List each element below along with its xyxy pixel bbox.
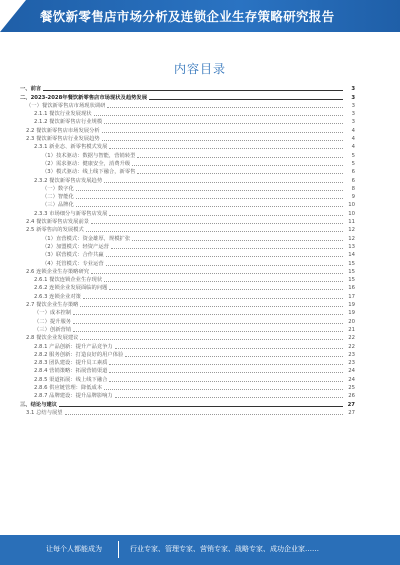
toc-entry[interactable] [18, 301, 355, 309]
toc-entry[interactable] [18, 176, 355, 184]
toc-entry[interactable] [18, 185, 355, 193]
toc-leader-dots [106, 265, 343, 266]
toc-entry[interactable] [18, 143, 355, 151]
toc-entry[interactable] [18, 384, 355, 392]
toc-entry-page: 15 [348, 277, 355, 284]
toc-entry-label: 2.3 餐饮新零售店行业发展趋势 [26, 136, 100, 143]
toc-entry[interactable] [18, 400, 355, 408]
toc-entry[interactable] [18, 375, 355, 383]
toc-leader-dots [104, 281, 343, 282]
toc-entry[interactable] [18, 351, 355, 359]
toc-entry-page: 5 [351, 152, 355, 159]
toc-entry-page: 3 [351, 111, 355, 118]
toc-entry-label: （二）提升服务 [34, 318, 72, 325]
toc-entry-page: 15 [348, 268, 355, 275]
toc-entry-page: 23 [348, 360, 355, 367]
toc-leader-dots [109, 364, 343, 365]
toc-leader-dots [109, 381, 343, 382]
toc-entry-page: 22 [348, 343, 355, 350]
toc-entry-label: （3）模式驱动：线上线下融合，新零售 [42, 169, 136, 176]
toc-leader-dots [91, 223, 343, 224]
toc-leader-dots [137, 157, 343, 158]
toc-entry-label: 2.8 餐饮企业发展建议 [26, 335, 79, 342]
toc-entry[interactable] [18, 193, 355, 201]
toc-entry[interactable] [18, 102, 355, 110]
toc-entry-label: 2.4 餐饮新零售店发展前景 [26, 219, 90, 226]
report-header [0, 0, 400, 32]
toc-entry-page: 11 [348, 219, 355, 226]
toc-leader-dots [149, 99, 343, 100]
toc-entry-page: 14 [348, 252, 355, 259]
toc-entry-page: 27 [347, 401, 355, 408]
toc-entry-page: 26 [348, 393, 355, 400]
toc-entry-label: （三）品牌化 [42, 202, 74, 209]
toc-leader-dots [73, 331, 343, 332]
toc-entry-label: 3.1 总结与展望 [26, 409, 63, 416]
toc-entry-page: 12 [348, 227, 355, 234]
toc-leader-dots [104, 123, 343, 124]
toc-entry-page: 24 [348, 376, 355, 383]
toc-entry-label: （3）联营模式：合作共赢 [42, 252, 104, 259]
toc-entry-page: 17 [348, 293, 355, 300]
toc-entry[interactable] [18, 409, 355, 417]
toc-entry[interactable] [18, 209, 355, 217]
toc-entry-page: 15 [348, 260, 355, 267]
toc-entry[interactable] [18, 276, 355, 284]
toc-entry-label: 2.8.4 营销策略：拓展营销渠道 [34, 368, 108, 375]
toc-entry-page: 25 [348, 384, 355, 391]
toc-leader-dots [109, 372, 343, 373]
toc-leader-dots [137, 173, 343, 174]
toc-entry-page: 6 [351, 177, 355, 184]
toc-entry[interactable] [18, 118, 355, 126]
toc-leader-dots [43, 90, 343, 91]
toc-entry-page: 9 [351, 194, 355, 201]
toc-leader-dots [106, 256, 343, 257]
toc-leader-dots [104, 389, 343, 390]
toc-leader-dots [109, 215, 343, 216]
toc-entry-page: 20 [348, 318, 355, 325]
toc-entry-label: 二、2023-2028年餐饮新零售店市场现状及趋势发展 [20, 94, 148, 101]
toc-leader-dots [104, 182, 343, 183]
toc-leader-dots [80, 339, 343, 340]
toc-entry-page: 3 [351, 119, 355, 126]
toc-entry-page: 24 [348, 368, 355, 375]
toc-entry-label: （2）需求驱动：健康安全，消费升级 [42, 160, 131, 167]
toc-entry-page: 3 [351, 86, 355, 93]
toc-entry-label: 2.8.7 品牌建设：提升品牌影响力 [34, 393, 113, 400]
toc-entry-label: 2.8.2 服务创新：打造良好的用户体验 [34, 351, 124, 358]
toc-entry[interactable] [18, 309, 355, 317]
toc-entry[interactable] [18, 151, 355, 159]
toc-title: 内容目录 [173, 62, 226, 76]
toc-entry-label: 2.8.3 团队建设：提升员工素质 [34, 360, 108, 367]
toc-leader-dots [125, 356, 343, 357]
toc-entry[interactable] [18, 284, 355, 292]
toc-entry-label: 一、前言 [20, 86, 42, 93]
toc-entry-label: 2.3.3 市场细分与新零售店发展 [34, 210, 108, 217]
toc-entry[interactable] [18, 359, 355, 367]
toc-entry-label: （2）加盟模式：轻资产运营 [42, 243, 109, 250]
toc-entry[interactable] [18, 367, 355, 375]
toc-entry[interactable] [18, 342, 355, 350]
toc-entry-page: 13 [348, 243, 355, 250]
toc-entry-page: 6 [351, 169, 355, 176]
toc-entry-label: 2.5 新零售店的发展模式 [26, 227, 84, 234]
toc-leader-dots [80, 306, 343, 307]
toc-leader-dots [132, 240, 343, 241]
toc-entry-label: 2.3.1 新业态、新零售模式发展 [34, 144, 108, 151]
toc-leader-dots [109, 289, 343, 290]
toc-entry-page: 22 [348, 335, 355, 342]
toc-entry-page: 19 [348, 310, 355, 317]
toc-entry-label: 2.6.2 连锁企业发展面临的问题 [34, 285, 108, 292]
toc-leader-dots [115, 348, 343, 349]
toc-leader-dots [59, 406, 343, 407]
toc-leader-dots [109, 148, 343, 149]
toc-entry-page: 12 [348, 235, 355, 242]
toc-entry-page: 4 [351, 136, 355, 143]
toc-entry-page: 8 [351, 185, 355, 192]
toc-entry[interactable] [18, 93, 355, 101]
toc-entry-page: 4 [351, 127, 355, 134]
header-corner-decoration [0, 0, 26, 32]
toc-entry-label: （4）托管模式：专业运营 [42, 260, 104, 267]
toc-entry-page: 3 [351, 102, 355, 109]
table-of-contents [18, 85, 355, 417]
toc-leader-dots [102, 140, 343, 141]
toc-leader-dots [115, 397, 343, 398]
toc-entry[interactable] [18, 292, 355, 300]
toc-entry-label: 2.6 连锁企业生存策略研究 [26, 268, 90, 275]
toc-entry-page: 3 [351, 94, 355, 101]
toc-entry[interactable] [18, 226, 355, 234]
toc-entry-page: 27 [348, 409, 355, 416]
toc-leader-dots [94, 115, 343, 116]
toc-entry[interactable] [18, 168, 355, 176]
toc-entry[interactable] [18, 317, 355, 325]
toc-leader-dots [73, 323, 343, 324]
toc-entry-label: 2.6.3 连锁企业对策 [34, 293, 81, 300]
toc-leader-dots [132, 165, 343, 166]
toc-leader-dots [76, 198, 343, 199]
toc-entry-label: 2.2 餐饮新零售店市场发展分析 [26, 127, 100, 134]
toc-leader-dots [76, 206, 343, 207]
toc-entry[interactable] [18, 251, 355, 259]
toc-entry-page: 10 [348, 210, 355, 217]
toc-leader-dots [102, 132, 343, 133]
toc-entry-label: 三、结论与建议 [20, 401, 58, 408]
toc-entry-label: （三）创新营销 [34, 326, 72, 333]
toc-entry-label: 2.7 餐饮企业生存策略 [26, 302, 79, 309]
toc-leader-dots [76, 190, 343, 191]
toc-leader-dots [65, 414, 343, 415]
toc-leader-dots [91, 273, 343, 274]
toc-entry-label: 2.1.1 餐饮行业发展现状 [34, 111, 92, 118]
toc-entry-label: 2.1.2 餐饮新零售店行业规模 [34, 119, 103, 126]
toc-entry-page: 21 [348, 326, 355, 333]
toc-entry[interactable] [18, 160, 355, 168]
toc-entry[interactable] [18, 326, 355, 334]
footer-tagline: 行业专家、管理专家、营销专家、战略专家、成功企业家…… [130, 545, 319, 553]
toc-entry[interactable] [18, 392, 355, 400]
toc-entry-label: （一）数字化 [42, 185, 74, 192]
toc-entry-label: （二）智能化 [42, 194, 74, 201]
toc-entry-label: （一）餐饮新零售店市场现状调研 [26, 102, 106, 109]
toc-entry[interactable] [18, 201, 355, 209]
toc-leader-dots [83, 298, 343, 299]
toc-entry[interactable] [18, 243, 355, 251]
toc-entry[interactable] [18, 259, 355, 267]
toc-entry[interactable] [18, 85, 355, 93]
toc-entry-label: 2.8.5 渠道拓展：线上线下融合 [34, 376, 108, 383]
toc-entry-label: （一）成本控制 [34, 310, 72, 317]
toc-entry-label: （1）技术驱动：数据与智能，营销转型 [42, 152, 136, 159]
toc-entry-page: 4 [351, 144, 355, 151]
toc-entry-page: 19 [348, 302, 355, 309]
toc-entry[interactable] [18, 218, 355, 226]
toc-entry-label: 2.6.1 餐饮连锁企业生存现状 [34, 277, 103, 284]
toc-leader-dots [73, 314, 343, 315]
toc-entry-label: 2.8.6 供应链管理：降低成本 [34, 384, 103, 391]
toc-entry-page: 23 [348, 351, 355, 358]
toc-entry[interactable] [18, 268, 355, 276]
toc-entry[interactable] [18, 135, 355, 143]
toc-entry-page: 16 [348, 285, 355, 292]
toc-entry-label: 2.3.2 餐饮新零售店发展趋势 [34, 177, 103, 184]
toc-entry[interactable] [18, 126, 355, 134]
toc-leader-dots [107, 107, 343, 108]
toc-entry[interactable] [18, 234, 355, 242]
toc-entry[interactable] [18, 334, 355, 342]
toc-entry-label: （1）直营模式：资金雄厚，规模扩张 [42, 235, 131, 242]
toc-entry-page: 10 [348, 202, 355, 209]
footer-slogan: 让每个人都能成为 [46, 545, 102, 553]
toc-entry[interactable] [18, 110, 355, 118]
toc-entry-page: 5 [351, 160, 355, 167]
toc-leader-dots [111, 248, 343, 249]
footer-banner [0, 535, 400, 565]
toc-leader-dots [86, 231, 343, 232]
toc-entry-label: 2.8.1 产品创新：提升产品竞争力 [34, 343, 113, 350]
footer-divider [118, 541, 119, 558]
report-title: 餐饮新零售店市场分析及连锁企业生存策略研究报告 [40, 9, 335, 24]
